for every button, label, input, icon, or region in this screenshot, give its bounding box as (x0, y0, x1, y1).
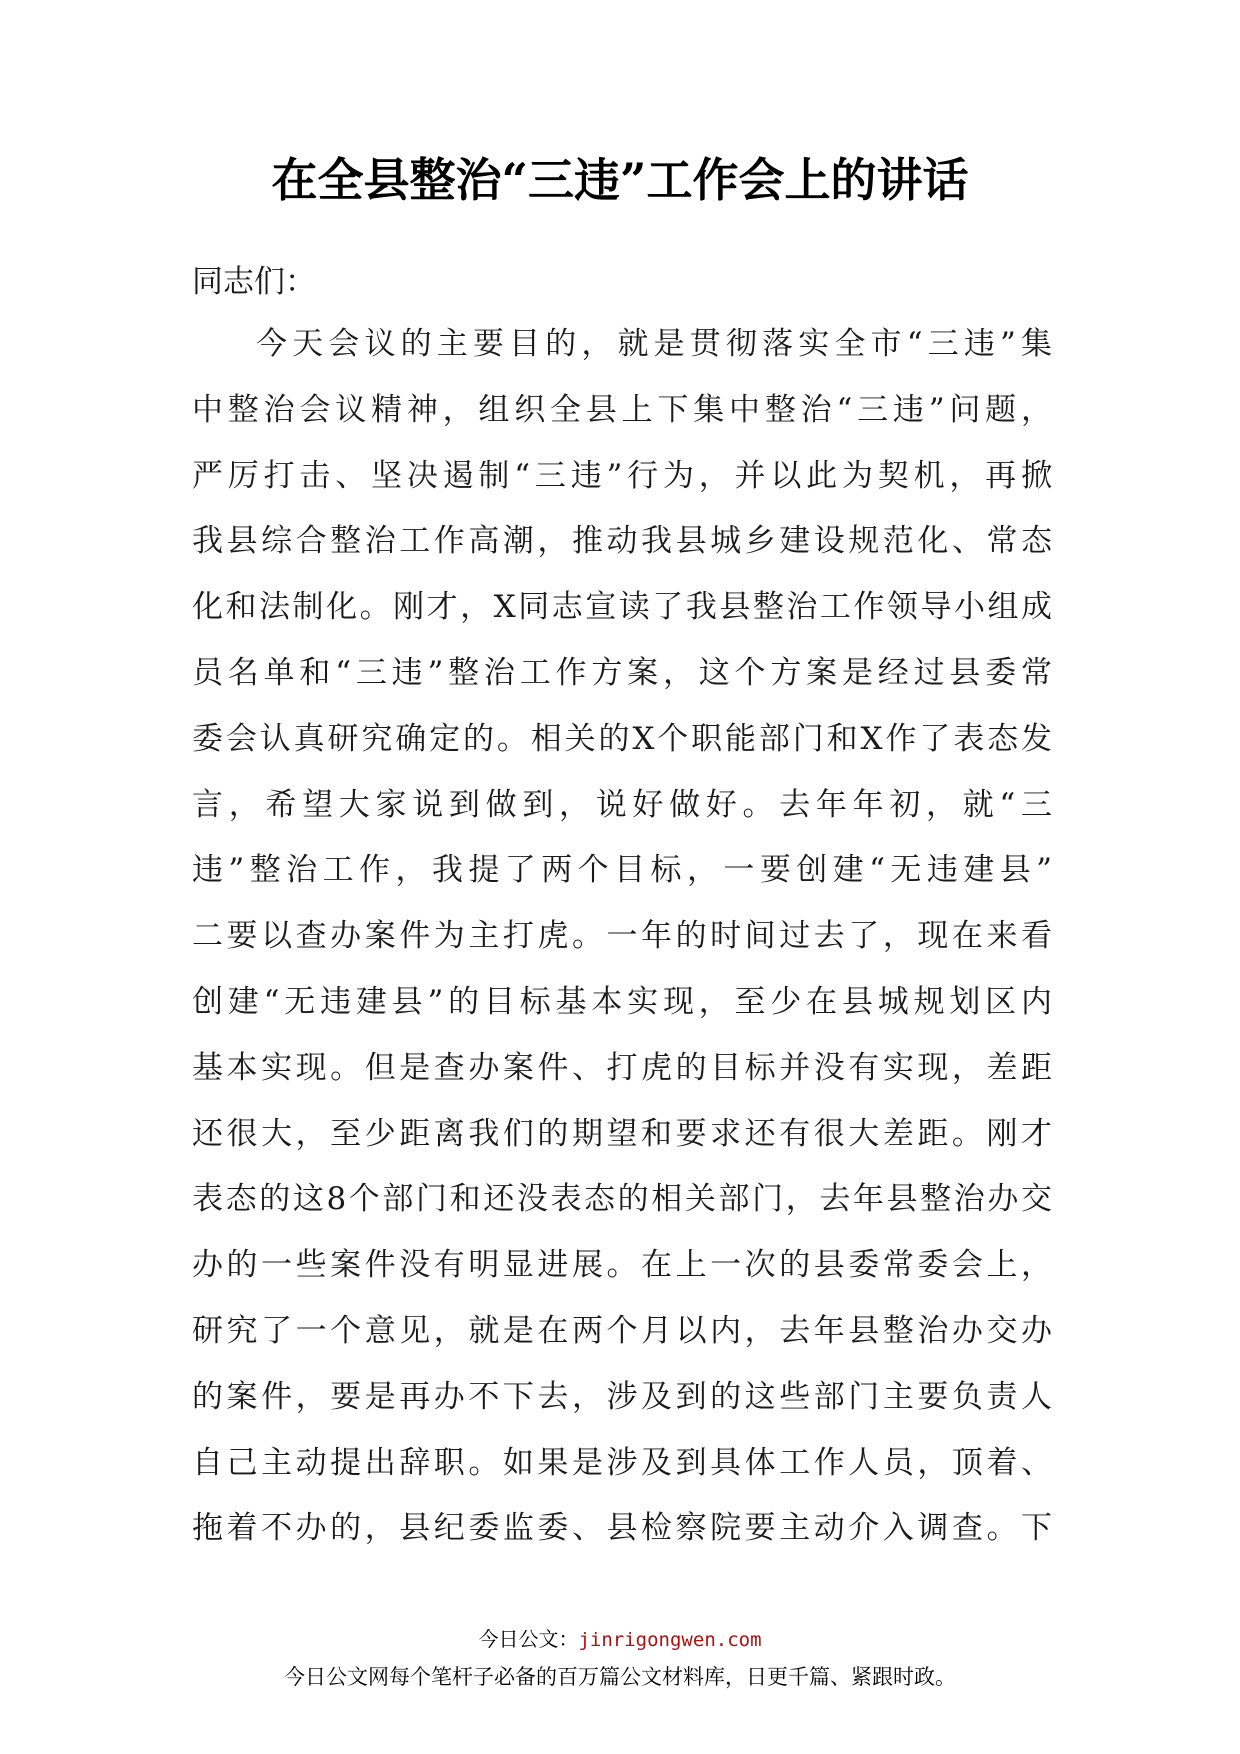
document-title: 在全县整治“三违”工作会上的讲话 (271, 153, 969, 207)
salutation: 同志们： (192, 264, 316, 300)
body-line: 严厉打击、坚决遏制“三违”行为，并以此为契机，再掀 (192, 457, 1052, 494)
body-line: 违”整治工作，我提了两个目标，一要创建“无违建县” (192, 852, 1052, 889)
footer-site-link[interactable]: jinrigongwen.com (578, 1629, 762, 1651)
body-line: 化和法制化。刚才，X同志宣读了我县整治工作领导小组成 (192, 589, 1052, 626)
body-line: 今天会议的主要目的，就是贯彻落实全市“三违”集 (256, 326, 1052, 362)
body-line: 我县综合整治工作高潮，推动我县城乡建设规范化、常态 (192, 523, 1052, 560)
body-line: 创建“无违建县”的目标基本实现，至少在县城规划区内 (192, 983, 1052, 1020)
page-footer (0, 1625, 1240, 1691)
body-line: 自己主动提出辞职。如果是涉及到具体工作人员，顶着、 (192, 1444, 1052, 1481)
speech-body (192, 324, 1052, 1574)
body-line: 的案件，要是再办不下去，涉及到的这些部门主要负责人 (192, 1378, 1052, 1415)
body-line: 中整治会议精神，组织全县上下集中整治“三违”问题， (192, 391, 1052, 428)
body-line: 员名单和“三违”整治工作方案，这个方案是经过县委常 (192, 654, 1052, 691)
body-line: 表态的这8个部门和还没表态的相关部门，去年县整治办交 (192, 1181, 1052, 1218)
footer-slogan: 今日公文网每个笔杆子必备的百万篇公文材料库，日更千篇、紧跟时政。 (284, 1665, 956, 1689)
footer-site-label: 今日公文： (478, 1627, 579, 1651)
body-line: 二要以查办案件为主打虎。一年的时间过去了，现在来看 (192, 918, 1052, 955)
body-line: 言，希望大家说到做到，说好做好。去年年初，就“三 (192, 786, 1052, 823)
body-line: 研究了一个意见，就是在两个月以内，去年县整治办交办 (192, 1312, 1052, 1349)
body-line: 还很大，至少距离我们的期望和要求还有很大差距。刚才 (192, 1115, 1052, 1152)
body-line: 办的一些案件没有明显进展。在上一次的县委常委会上， (192, 1247, 1052, 1284)
body-line: 委会认真研究确定的。相关的X个职能部门和X作了表态发 (192, 720, 1052, 757)
body-line: 拖着不办的，县纪委监委、县检察院要主动介入调查。下 (192, 1510, 1052, 1547)
body-line: 基本实现。但是查办案件、打虎的目标并没有实现，差距 (192, 1049, 1052, 1086)
footer-site-row (0, 1625, 1240, 1653)
